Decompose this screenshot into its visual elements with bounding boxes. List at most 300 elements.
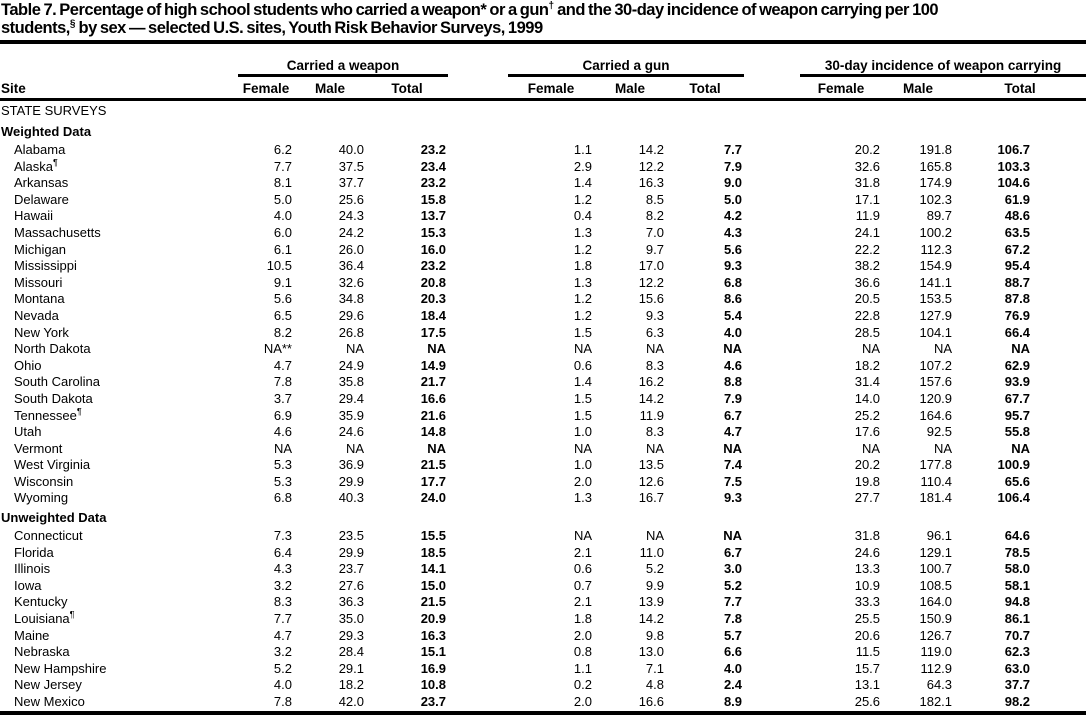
site-cell: West Virginia [14, 457, 91, 473]
value-cell: 4.3 [273, 561, 292, 577]
value-cell: 64.3 [926, 677, 953, 693]
value-cell: 29.1 [338, 660, 364, 676]
value-cell: 25.6 [854, 694, 881, 709]
value-cell: 1.8 [573, 258, 592, 274]
value-cell: 5.0 [273, 191, 292, 207]
group-gap [1032, 474, 1086, 491]
value-cell: 25.2 [854, 407, 881, 423]
group-gap [448, 457, 508, 474]
value-cell: 5.2 [723, 577, 743, 593]
value-cell: 58.0 [1004, 561, 1031, 577]
value-cell: 32.6 [854, 158, 881, 174]
value-cell: 4.6 [273, 424, 292, 440]
group-gap [448, 325, 508, 342]
value-cell: NA [1011, 440, 1031, 456]
site-cell: Maine [14, 627, 50, 643]
group-gap [448, 76, 508, 100]
group-gap [1032, 611, 1086, 628]
group-gap [448, 358, 508, 375]
value-cell: 3.2 [273, 577, 292, 593]
column-group-carried-weapon: Carried a weapon [238, 44, 448, 76]
table-row [0, 474, 1086, 491]
value-cell: 1.2 [573, 307, 592, 323]
value-cell: 40.0 [338, 142, 364, 157]
col-header-weapon-male: Male [294, 76, 366, 100]
table-header [0, 44, 1086, 100]
value-cell: NA [933, 440, 953, 456]
value-cell: 2.0 [573, 473, 592, 489]
col-header-weapon-total: Total [366, 76, 448, 100]
site-cell: Alaska¶ [14, 157, 58, 174]
site-cell: New Hampshire [14, 660, 107, 676]
value-cell: NA** [263, 341, 292, 357]
value-cell: 104.1 [919, 324, 953, 340]
group-gap [448, 644, 508, 661]
value-cell: 9.0 [723, 175, 743, 191]
value-cell: 10.5 [266, 258, 292, 274]
value-cell: 17.6 [854, 424, 881, 440]
site-column-header: Site [0, 76, 238, 100]
table-row [0, 325, 1086, 342]
value-cell: 1.3 [573, 490, 592, 506]
column-group-incidence: 30-day incidence of weapon carrying [800, 44, 1086, 76]
value-cell: 8.2 [645, 208, 664, 224]
group-gap [1032, 661, 1086, 678]
value-cell: 154.9 [919, 258, 953, 274]
group-gap [744, 275, 800, 292]
group-gap [744, 325, 800, 342]
site-cell: South Carolina [14, 374, 100, 390]
group-gap [744, 358, 800, 375]
value-cell: 8.3 [645, 424, 664, 440]
value-cell: 21.7 [420, 374, 446, 390]
value-cell: 13.1 [854, 677, 881, 693]
value-cell: 13.5 [638, 457, 664, 473]
table-row [0, 424, 1086, 441]
value-cell: 5.2 [273, 660, 292, 676]
value-cell: 11.9 [855, 208, 881, 224]
value-cell: 48.6 [1004, 208, 1031, 224]
col-header-gun-total: Total [666, 76, 744, 100]
value-cell: 94.8 [1004, 594, 1031, 610]
value-cell: 14.2 [638, 390, 664, 406]
value-cell: 20.3 [420, 291, 446, 307]
value-cell: 20.2 [854, 142, 881, 157]
value-cell: 63.5 [1004, 224, 1031, 240]
group-gap [744, 457, 800, 474]
value-cell: 58.1 [1004, 577, 1031, 593]
group-gap [744, 528, 800, 545]
group-gap [744, 661, 800, 678]
value-cell: 24.6 [854, 544, 881, 560]
value-cell: 31.4 [854, 374, 881, 390]
value-cell: 25.5 [854, 611, 881, 627]
value-cell: 55.8 [1004, 424, 1031, 440]
site-cell: North Dakota [14, 341, 91, 357]
value-cell: 7.9 [723, 390, 743, 406]
value-cell: 67.7 [1004, 390, 1031, 406]
value-cell: 13.3 [854, 561, 881, 577]
value-cell: 165.8 [919, 158, 953, 174]
table-row [0, 490, 1086, 507]
value-cell: 1.1 [573, 142, 592, 157]
group-gap [744, 44, 800, 76]
value-cell: 0.6 [573, 561, 592, 577]
value-cell: 21.6 [420, 407, 446, 423]
group-gap [1032, 391, 1086, 408]
table-row [0, 561, 1086, 578]
group-gap [1032, 242, 1086, 259]
value-cell: 36.4 [338, 258, 364, 274]
col-header-weapon-female: Female [238, 76, 294, 100]
value-cell: 5.0 [723, 191, 743, 207]
value-cell: 36.6 [854, 274, 881, 290]
value-cell: 4.3 [723, 224, 743, 240]
value-cell: 119.0 [920, 644, 953, 660]
table-title-line: students,§ by sex — selected U.S. sites, Youth Risk Behavior Surveys, 1999 [1, 18, 543, 37]
value-cell: 11.0 [639, 544, 664, 560]
value-cell: 0.2 [573, 677, 592, 693]
group-gap [1032, 341, 1086, 358]
group-gap [744, 258, 800, 275]
group-gap [448, 528, 508, 545]
value-cell: 107.2 [919, 357, 953, 373]
value-cell: 177.8 [919, 457, 953, 473]
group-gap [1032, 424, 1086, 441]
value-cell: 153.5 [919, 291, 953, 307]
value-cell: 13.7 [420, 208, 446, 224]
group-gap [744, 142, 800, 159]
value-cell: 129.1 [919, 544, 953, 560]
group-gap [1032, 308, 1086, 325]
value-cell: 89.7 [926, 208, 953, 224]
value-cell: 29.4 [338, 390, 364, 406]
value-cell: 106.7 [997, 142, 1031, 157]
value-cell: 1.2 [573, 191, 592, 207]
value-cell: 6.1 [273, 241, 292, 257]
col-header-incidence-total: Total [954, 76, 1086, 100]
value-cell: 24.2 [338, 224, 364, 240]
value-cell: 65.6 [1004, 473, 1031, 489]
value-cell: 95.7 [1004, 407, 1031, 423]
site-cell: Vermont [14, 440, 63, 456]
group-gap [744, 225, 800, 242]
value-cell: 1.3 [573, 224, 592, 240]
value-cell: 24.3 [338, 208, 364, 224]
value-cell: 7.7 [273, 158, 292, 174]
value-cell: 22.2 [854, 241, 881, 257]
value-cell: 4.0 [723, 660, 743, 676]
value-cell: 3.2 [273, 644, 292, 660]
value-cell: 13.0 [638, 644, 664, 660]
value-cell: 0.8 [573, 644, 592, 660]
group-gap [1032, 208, 1086, 225]
value-cell: 17.5 [420, 324, 446, 340]
group-gap [1032, 694, 1086, 711]
value-cell: NA [345, 341, 364, 357]
value-cell: 1.2 [573, 291, 592, 307]
table-row [0, 545, 1086, 562]
group-gap [744, 677, 800, 694]
table-row [0, 441, 1086, 458]
value-cell: NA [645, 440, 664, 456]
value-cell: 17.1 [854, 191, 881, 207]
table-row [0, 391, 1086, 408]
group-gap [1032, 325, 1086, 342]
value-cell: 7.1 [645, 660, 664, 676]
value-cell: 102.3 [919, 191, 953, 207]
value-cell: 16.3 [420, 627, 446, 643]
value-cell: 12.6 [638, 473, 664, 489]
value-cell: 6.0 [273, 224, 292, 240]
table-row [0, 374, 1086, 391]
group-gap [1032, 490, 1086, 507]
table-row [0, 291, 1086, 308]
value-cell: 8.8 [723, 374, 743, 390]
value-cell: 14.0 [854, 390, 881, 406]
value-cell: 16.6 [420, 390, 446, 406]
value-cell: 7.5 [723, 473, 743, 489]
group-gap [1032, 677, 1086, 694]
value-cell: 35.8 [338, 374, 364, 390]
table-row [0, 611, 1086, 628]
group-gap [744, 341, 800, 358]
value-cell: 11.5 [855, 644, 881, 660]
value-cell: 15.5 [420, 528, 446, 544]
value-cell: 17.7 [420, 473, 446, 489]
value-cell: 37.7 [1004, 677, 1031, 693]
value-cell: 9.1 [273, 274, 292, 290]
value-cell: NA [645, 528, 664, 544]
value-cell: 19.8 [854, 473, 881, 489]
table-row [0, 528, 1086, 545]
group-gap [1032, 258, 1086, 275]
value-cell: 62.3 [1004, 644, 1031, 660]
value-cell: 141.1 [919, 274, 953, 290]
group-gap [448, 628, 508, 645]
value-cell: 127.9 [919, 307, 953, 323]
group-gap [1032, 358, 1086, 375]
value-cell: 76.9 [1004, 307, 1031, 323]
group-gap [448, 474, 508, 491]
value-cell: 96.1 [926, 528, 953, 544]
group-gap [448, 677, 508, 694]
table-row [0, 661, 1086, 678]
group-gap [448, 578, 508, 595]
group-gap [448, 490, 508, 507]
table-row [0, 225, 1086, 242]
value-cell: 6.9 [273, 407, 292, 423]
table-row [0, 578, 1086, 595]
value-cell: 15.8 [420, 191, 446, 207]
group-gap [448, 291, 508, 308]
value-cell: 2.9 [573, 158, 592, 174]
value-cell: 20.8 [420, 274, 446, 290]
value-cell: 16.0 [420, 241, 446, 257]
table-row [0, 242, 1086, 259]
value-cell: NA [861, 341, 881, 357]
value-cell: 88.7 [1004, 274, 1031, 290]
value-cell: 42.0 [338, 694, 364, 709]
group-gap [448, 611, 508, 628]
value-cell: NA [273, 440, 292, 456]
group-gap [448, 561, 508, 578]
value-cell: 8.3 [645, 357, 664, 373]
group-gap [448, 408, 508, 425]
value-cell: 29.9 [338, 473, 364, 489]
group-gap [1032, 561, 1086, 578]
value-cell: 24.1 [854, 224, 881, 240]
value-cell: 7.8 [723, 611, 743, 627]
table-row [0, 644, 1086, 661]
value-cell: 181.4 [919, 490, 953, 506]
value-cell: 1.5 [573, 324, 592, 340]
group-gap [744, 424, 800, 441]
site-cell: Michigan [14, 241, 67, 257]
value-cell: 7.7 [273, 611, 292, 627]
value-cell: 32.6 [338, 274, 364, 290]
value-cell: NA [1011, 341, 1031, 357]
value-cell: 164.6 [919, 407, 953, 423]
value-cell: 28.4 [338, 644, 364, 660]
footnote-marker: † [548, 0, 555, 12]
value-cell: 8.1 [273, 175, 292, 191]
value-cell: 6.2 [273, 142, 292, 157]
value-cell: 112.3 [920, 241, 953, 257]
value-cell: 7.4 [723, 457, 743, 473]
value-cell: NA [345, 440, 364, 456]
col-header-gun-male: Male [594, 76, 666, 100]
group-gap [448, 374, 508, 391]
value-cell: 27.6 [338, 577, 364, 593]
group-gap [744, 441, 800, 458]
value-cell: 7.7 [723, 142, 743, 157]
value-cell: 26.0 [338, 241, 364, 257]
site-cell: Florida [14, 544, 54, 560]
table-row [0, 358, 1086, 375]
value-cell: 15.3 [420, 224, 446, 240]
table-row [0, 192, 1086, 209]
site-header-spacer [0, 44, 238, 76]
value-cell: NA [573, 440, 592, 456]
value-cell: 1.0 [573, 457, 592, 473]
table-row [0, 175, 1086, 192]
value-cell: 110.4 [920, 473, 953, 489]
value-cell: 16.9 [420, 660, 446, 676]
group-gap [448, 208, 508, 225]
value-cell: 33.3 [854, 594, 881, 610]
group-gap [448, 192, 508, 209]
value-cell: 6.5 [273, 307, 292, 323]
data-table [0, 44, 1086, 711]
value-cell: 12.2 [638, 274, 664, 290]
value-cell: NA [645, 341, 664, 357]
value-cell: 0.4 [573, 208, 592, 224]
value-cell: 4.7 [273, 357, 292, 373]
value-cell: 20.5 [854, 291, 881, 307]
value-cell: 4.8 [645, 677, 664, 693]
value-cell: 17.0 [638, 258, 664, 274]
group-gap [448, 391, 508, 408]
value-cell: 182.1 [919, 694, 953, 709]
table-title-line: Table 7. Percentage of high school students who carried a weapon* or a gun† and the 30-day incidence of weapon carrying per 100 [1, 0, 939, 19]
group-gap [448, 341, 508, 358]
group-gap [744, 374, 800, 391]
group-gap [1032, 159, 1086, 176]
group-gap [1032, 142, 1086, 159]
group-gap [1032, 374, 1086, 391]
value-cell: 1.8 [573, 611, 592, 627]
site-cell: Wisconsin [14, 473, 74, 489]
table-row [0, 142, 1086, 159]
value-cell: NA [573, 341, 592, 357]
value-cell: 10.8 [420, 677, 446, 693]
value-cell: 2.0 [573, 627, 592, 643]
table-row [0, 628, 1086, 645]
value-cell: 23.2 [420, 175, 446, 191]
site-cell: New York [14, 324, 69, 340]
col-header-incidence-male: Male [882, 76, 954, 100]
group-gap [448, 424, 508, 441]
value-cell: 6.4 [273, 544, 292, 560]
value-cell: 62.9 [1004, 357, 1031, 373]
value-cell: 5.3 [273, 473, 292, 489]
value-cell: 21.5 [420, 594, 446, 610]
value-cell: NA [861, 440, 881, 456]
value-cell: 191.8 [919, 142, 953, 157]
value-cell: NA [427, 440, 446, 456]
value-cell: 18.2 [854, 357, 881, 373]
site-cell: Hawaii [14, 208, 54, 224]
value-cell: 9.8 [645, 627, 664, 643]
value-cell: 14.9 [420, 357, 446, 373]
value-cell: 5.2 [645, 561, 664, 577]
group-gap [448, 242, 508, 259]
value-cell: 20.9 [420, 611, 446, 627]
group-gap [448, 225, 508, 242]
site-cell: Ohio [14, 357, 42, 373]
value-cell: 1.3 [573, 274, 592, 290]
table-row [0, 594, 1086, 611]
value-cell: 4.7 [273, 627, 292, 643]
site-cell: Iowa [14, 577, 42, 593]
group-gap [1032, 594, 1086, 611]
group-gap [744, 242, 800, 259]
value-cell: 40.3 [338, 490, 364, 506]
group-gap [448, 159, 508, 176]
group-gap [744, 408, 800, 425]
value-cell: 5.7 [723, 627, 743, 643]
group-gap [1032, 628, 1086, 645]
table-row [0, 408, 1086, 425]
value-cell: 23.2 [420, 142, 446, 157]
value-cell: 7.8 [273, 374, 292, 390]
value-cell: 164.0 [919, 594, 953, 610]
group-gap [744, 644, 800, 661]
group-header-row [0, 44, 1086, 76]
value-cell: 106.4 [997, 490, 1031, 506]
value-cell: 104.6 [997, 175, 1031, 191]
group-gap [744, 291, 800, 308]
site-cell: Illinois [14, 561, 51, 577]
value-cell: 3.0 [723, 561, 743, 577]
value-cell: 9.9 [645, 577, 664, 593]
value-cell: 78.5 [1004, 544, 1031, 560]
value-cell: 34.8 [338, 291, 364, 307]
value-cell: 7.9 [723, 158, 743, 174]
value-cell: 1.4 [573, 374, 592, 390]
bottom-rule [0, 711, 1086, 715]
